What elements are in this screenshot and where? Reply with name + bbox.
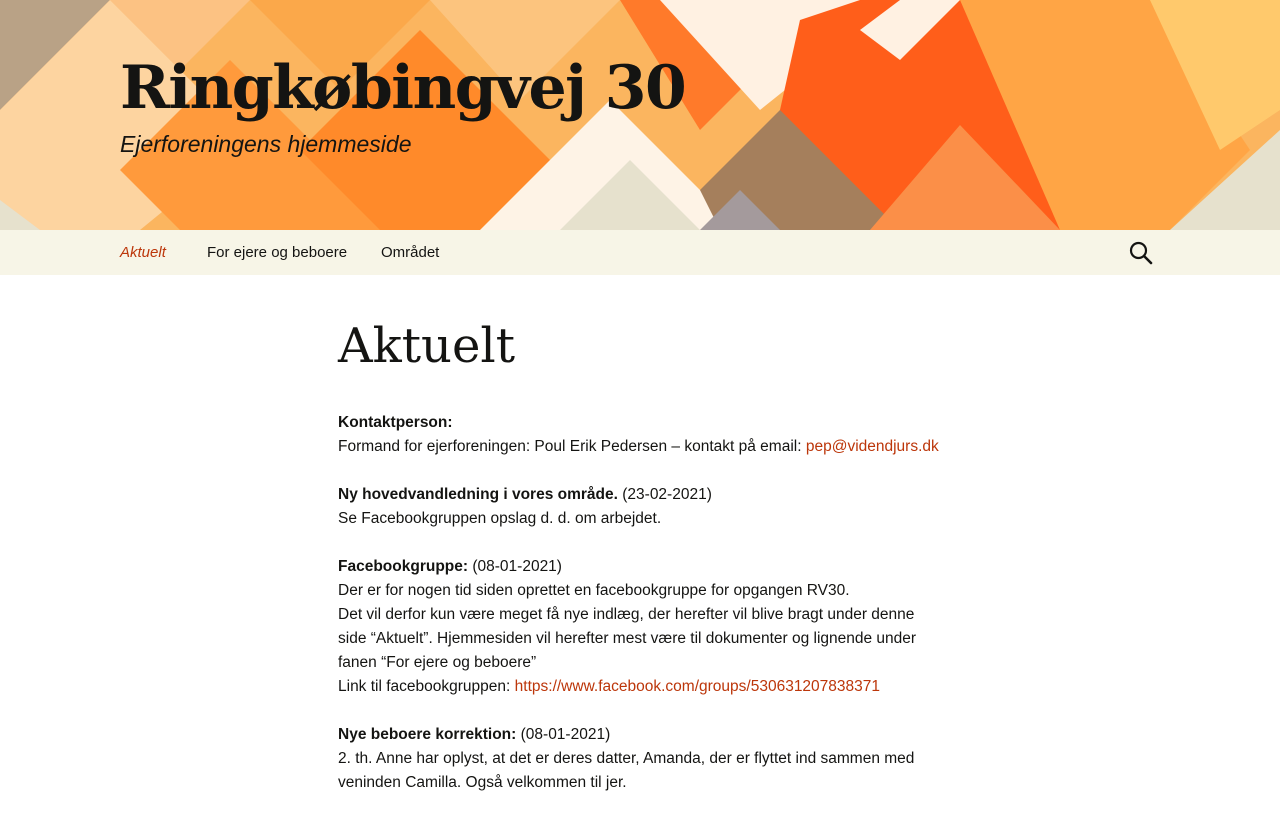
page-title: Aktuelt	[338, 318, 515, 374]
main-navigation	[0, 230, 1280, 275]
water-text: Se Facebookgruppen opslag d. d. om arbejdet.	[338, 510, 662, 527]
water-section	[338, 483, 942, 531]
contact-section	[338, 411, 942, 459]
water-date: (23-02-2021)	[622, 486, 712, 503]
contact-text: Formand for ejerforeningen: Poul Erik Pedersen – kontakt på email:	[338, 438, 802, 455]
residents-heading: Nye beboere korrektion:	[338, 726, 517, 743]
contact-email-link[interactable]: pep@videndjurs.dk	[805, 438, 939, 455]
entry-content	[338, 411, 942, 795]
facebook-heading: Facebookgruppe:	[338, 558, 469, 575]
search-icon	[1128, 240, 1154, 266]
site-header	[0, 0, 1280, 230]
nav-item-aktuelt[interactable]: Aktuelt	[120, 244, 166, 261]
facebook-line-2: Det vil derfor kun være meget få nye indlæg, der herefter vil blive bragt under denne side “Aktuelt”. Hjemmesiden vil herefter mest være til dokumenter og lignende under fanen “For ejere og beboere”	[338, 606, 917, 671]
facebook-line-1: Der er for nogen tid siden oprettet en facebookgruppe for opgangen RV30.	[338, 582, 850, 599]
search-button[interactable]	[1128, 240, 1154, 266]
nav-item-omraadet[interactable]: Området	[381, 244, 440, 261]
site-title[interactable]: Ringkøbingvej 30	[120, 53, 686, 123]
nav-item-for-ejere-og-beboere[interactable]: For ejere og beboere	[207, 244, 348, 261]
contact-heading: Kontaktperson:	[338, 414, 453, 431]
residents-date: (08-01-2021)	[520, 726, 611, 743]
facebook-group-link[interactable]: https://www.facebook.com/groups/530631207838371	[514, 678, 881, 695]
facebook-section	[338, 555, 942, 699]
main-content	[338, 275, 942, 819]
residents-text: 2. th. Anne har oplyst, at det er deres datter, Amanda, der er flyttet ind sammen med veninden Camilla. Også velkommen til jer.	[338, 750, 915, 791]
water-heading: Ny hovedvandledning i vores område.	[338, 486, 618, 503]
site-tagline: Ejerforeningens hjemmeside	[120, 131, 412, 157]
residents-section	[338, 723, 942, 795]
facebook-link-prefix: Link til facebookgruppen:	[338, 678, 511, 695]
facebook-date: (08-01-2021)	[472, 558, 562, 575]
